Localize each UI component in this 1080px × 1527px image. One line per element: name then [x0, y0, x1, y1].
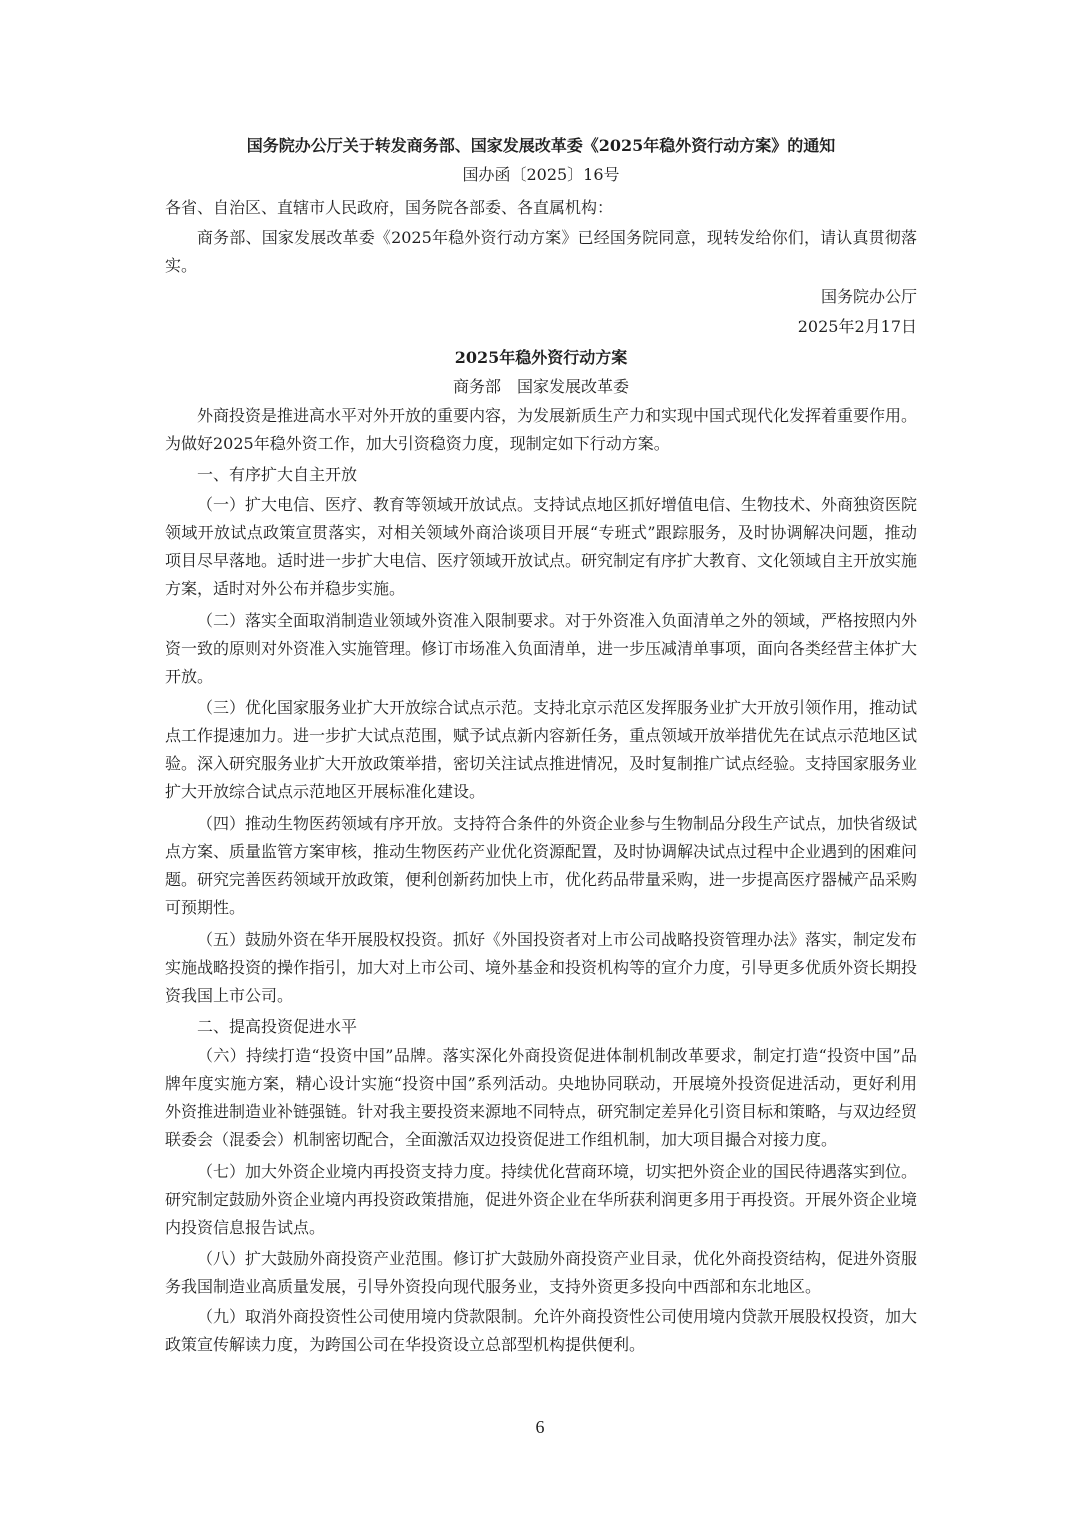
recipients: 各省、自治区、直辖市人民政府，国务院各部委、各直属机构：	[165, 198, 614, 217]
plan-item: （六）持续打造“投资中国”品牌。落实深化外商投资促进体制机制改革要求，制定打造“投资中国”品牌年度实施方案，精心设计实施“投资中国”系列活动。央地协同联动，开展境外投资促进活动，更好利用外资推进制造业补链强链。针对我主要投资来源地不同特点，研究制定差异化引资目标和策略，与双边经贸联委会（混委会）机制密切配合，全面激活双边投资促进工作组机制，加大项目撮合对接力度。	[165, 1046, 918, 1149]
doc-number: 国办函〔2025〕16号	[462, 165, 620, 184]
plan-item: （三）优化国家服务业扩大开放综合试点示范。支持北京示范区发挥服务业扩大开放引领作用，推动试点工作提速加力。进一步扩大试点范围，赋予试点新内容新任务，重点领域开放举措优先在试点示范地区试验。深入研究服务业扩大开放政策举措，密切关注试点推进情况，及时复制推广试点经验。支持国家服务业扩大开放综合试点示范地区开展标准化建设。	[165, 698, 918, 801]
plan-title: 2025年稳外资行动方案	[454, 348, 628, 367]
plan-item: （二）落实全面取消制造业领域外资准入限制要求。对于外资准入负面清单之外的领域，严格按照内外资一致的原则对外资准入实施管理。修订市场准入负面清单，进一步压减清单事项，面向各类经营主体扩大开放。	[165, 611, 918, 686]
plan-authors: 商务部 国家发展改革委	[452, 377, 629, 396]
issuer: 国务院办公厅	[820, 287, 917, 306]
issue-date: 2025年2月17日	[797, 317, 917, 336]
plan-item: （八）扩大鼓励外商投资产业范围。修订扩大鼓励外商投资产业目录，优化外商投资结构，促进外资服务我国制造业高质量发展，引导外资投向现代服务业，支持外资更多投向中西部和东北地区。	[165, 1249, 918, 1296]
plan-item: （四）推动生物医药领域有序开放。支持符合条件的外资企业参与生物制品分段生产试点，加快省级试点方案、质量监管方案审核，推动生物医药产业优化资源配置，及时协调解决试点过程中企业遇到的困难问题。研究完善医药领域开放政策，便利创新药加快上市，优化药品带量采购，进一步提高医疗器械产品采购可预期性。	[165, 814, 918, 917]
plan-item: （一）扩大电信、医疗、教育等领域开放试点。支持试点地区抓好增值电信、生物技术、外商独资医院领域开放试点政策宣贯落实，对相关领域外商洽谈项目开展“专班式”跟踪服务，及时协调解决问题，推动项目尽早落地。适时进一步扩大电信、医疗领域开放试点。研究制定有序扩大教育、文化领域自主开放实施方案，适时对外公布并稳步实施。	[165, 495, 918, 598]
plan-intro: 外商投资是推进高水平对外开放的重要内容，为发展新质生产力和实现中国式现代化发挥着重要作用。为做好2025年稳外资工作，加大引资稳资力度，现制定如下行动方案。	[165, 406, 918, 453]
page-number: 6	[535, 1417, 545, 1437]
notice-title: 国务院办公厅关于转发商务部、国家发展改革委《2025年稳外资行动方案》的通知	[246, 136, 836, 155]
plan-item: （五）鼓励外资在华开展股权投资。抓好《外国投资者对上市公司战略投资管理办法》落实，制定发布实施战略投资的操作指引，加大对上市公司、境外基金和投资机构等的宣介力度，引导更多优质外资长期投资我国上市公司。	[165, 930, 918, 1005]
section-heading: 一、有序扩大自主开放	[197, 465, 358, 484]
plan-item: （九）取消外商投资性公司使用境内贷款限制。允许外商投资性公司使用境内贷款开展股权投资，加大政策宣传解读力度，为跨国公司在华投资设立总部型机构提供便利。	[165, 1307, 918, 1354]
plan-item: （七）加大外资企业境内再投资支持力度。持续优化营商环境，切实把外资企业的国民待遇落实到位。研究制定鼓励外资企业境内再投资政策措施，促进外资企业在华所获利润更多用于再投资。开展外资企业境内投资信息报告试点。	[165, 1162, 918, 1237]
notice-body: 商务部、国家发展改革委《2025年稳外资行动方案》已经国务院同意，现转发给你们，请认真贯彻落实。	[165, 228, 917, 275]
section-heading: 二、提高投资促进水平	[197, 1017, 358, 1036]
